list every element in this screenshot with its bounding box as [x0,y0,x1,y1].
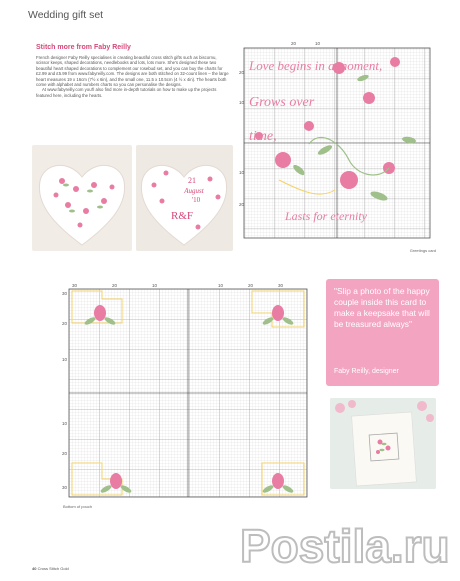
heart-date-day: 21 [188,176,196,185]
watermark [240,518,450,570]
chart-top-verse-line-3: time, [249,129,277,144]
heart-photo-right [136,145,233,251]
card-illustration [330,398,436,489]
chart-bottom-axis-number: 30 [72,283,78,288]
chart-bottom-caption: Bottom of pouch [63,504,93,509]
heart-date-year: '10 [191,196,201,204]
chart-bottom [62,283,309,501]
chart-bottom-axis-number: 30 [278,283,284,288]
chart-top-axis-number: 10 [239,100,245,105]
chart-bottom-axis-number: 20 [112,283,118,288]
chart-top-axis-number: 10 [315,41,321,46]
chart-bottom-axis-number: 10 [62,421,68,426]
heart-illustration [136,145,233,251]
chart-top-caption: Greetings card [409,248,436,253]
article-body [36,55,231,98]
pull-quote-text: "Slip a photo of the happy couple inside this card to make a keepsake that will be treasured always" [334,286,430,329]
chart-bottom-axis-number: 20 [248,283,254,288]
magazine-name: Cross Stitch Gold [37,566,69,571]
article-paragraph: At www.fabyreilly.com you'll also find more in-depth tutorials on how to make up the projects featured here, including the hearts. [36,87,217,98]
article-heading: Stitch more from Faby Reilly [36,44,131,51]
page-number: 40 [32,566,37,571]
chart-top-verse-line-2: Grows over [249,95,315,110]
section-title: Wedding gift set [28,9,104,21]
chart-bottom-axis-number: 30 [62,485,68,490]
chart-top-verse-line-1: Love begins in a moment, [249,58,383,73]
watermark-graphic [240,518,450,570]
chart-top-axis-number: 20 [291,41,297,46]
chart-bottom-axis-number: 20 [62,321,68,326]
card-photo [330,398,436,489]
chart-top-axis-number: 10 [239,170,245,175]
chart-top-axis-number: 20 [239,70,245,75]
page-footer [32,566,69,571]
heart-photo-left [32,145,132,251]
watermark-text: Postila.ru [240,520,450,570]
heart-initials: R&F [170,210,194,222]
chart-bottom-axis-number: 10 [218,283,224,288]
chart-top [239,40,435,243]
chart-bottom-axis-number: 20 [62,451,68,456]
chart-top-axis-number: 20 [239,202,245,207]
chart-bottom-axis-number: 10 [62,357,68,362]
chart-bottom-graphic [62,283,309,501]
chart-bottom-axis-number: 30 [62,291,68,296]
pull-quote [326,279,439,386]
chart-top-verse-line-4: Lasts for eternity [285,209,368,223]
chart-bottom-axis-number: 10 [152,283,158,288]
heart-illustration [32,145,132,251]
chart-top-graphic [239,40,435,243]
heart-date-month: August [184,187,204,195]
pull-quote-author: Faby Reilly, designer [334,368,399,375]
article-paragraph: French designer Faby Reilly specialises in creating beautiful cross stitch gifts such as biscornu, scissor keeps, shaped decorations, needlebooks and lots, lots more. She's designed these two beautiful heart shaped decorations to complement our rosebud set, and you can buy the charts for £2.99 and £5.99 from www.fabyreilly.com. The designs are both stitched on 32-count linen – the large heart measures 19 x 16cm (7½ x 6in), and the small one, 11.5 x 10.5cm (4 ½ x 4in). The hearts both come with alphabet and numbers charts so you can personalise the designs. [36,55,229,88]
